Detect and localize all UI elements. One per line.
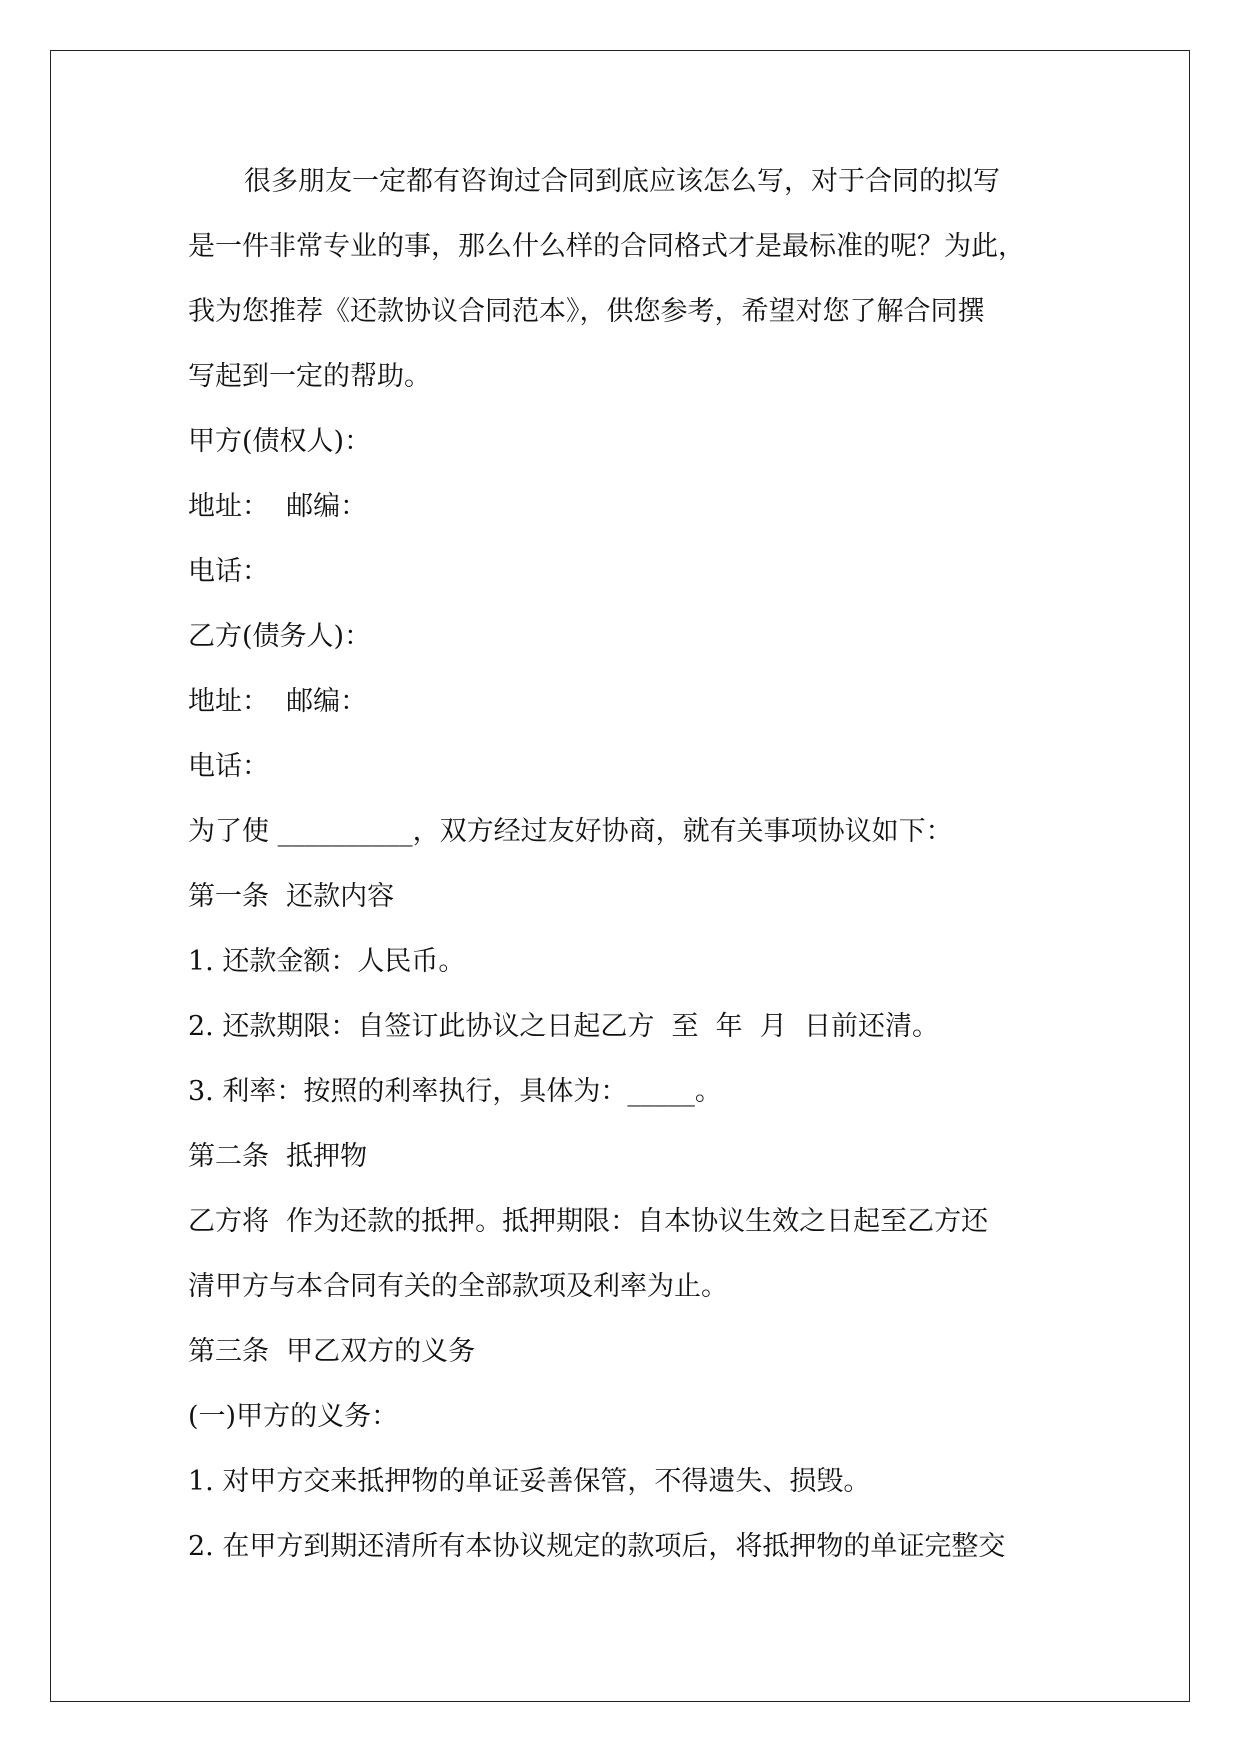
intro-line-4: 写起到一定的帮助。: [188, 361, 431, 392]
party-b-phone: 电话：: [188, 751, 269, 782]
party-a-address: 地址： 邮编：: [188, 491, 368, 522]
article3-item-1: 1. 对甲方交来抵押物的单证妥善保管，不得遗失、损毁。: [188, 1466, 871, 1497]
article2-line-2: 清甲方与本合同有关的全部款项及利率为止。: [188, 1271, 728, 1302]
article1-item-3: 3. 利率：按照的利率执行，具体为：_____。: [188, 1076, 722, 1107]
party-b-address: 地址： 邮编：: [188, 686, 368, 717]
party-b-title: 乙方(债务人)：: [188, 621, 372, 652]
party-a-title: 甲方(债权人)：: [188, 426, 372, 457]
document-body: [188, 160, 1088, 1590]
article1-item-1: 1. 还款金额：人民币。: [188, 946, 466, 977]
intro-line-1: 很多朋友一定都有咨询过合同到底应该怎么写，对于合同的拟写: [244, 166, 1000, 197]
article1-item-2: 2. 还款期限：自签订此协议之日起乙方 至 年 月 日前还清。: [188, 1011, 940, 1042]
intro-line-3: 我为您推荐《还款协议合同范本》，供您参考，希望对您了解合同撰: [188, 296, 985, 327]
article2-line-1: 乙方将 作为还款的抵押。抵押期限：自本协议生效之日起至乙方还: [188, 1206, 989, 1237]
article3-item-2: 2. 在甲方到期还清所有本协议规定的款项后，将抵押物的单证完整交: [188, 1531, 1006, 1562]
article1-heading: 第一条 还款内容: [188, 881, 395, 912]
intro-line-2: 是一件非常专业的事，那么什么样的合同格式才是最标准的呢？为此，: [188, 231, 1025, 262]
article3-heading: 第三条 甲乙双方的义务: [188, 1336, 476, 1367]
article3-sub-heading: (一)甲方的义务：: [188, 1401, 399, 1432]
preamble: 为了使 __________，双方经过友好协商，就有关事项协议如下：: [188, 816, 953, 847]
party-a-phone: 电话：: [188, 556, 269, 587]
article2-heading: 第二条 抵押物: [188, 1141, 368, 1172]
